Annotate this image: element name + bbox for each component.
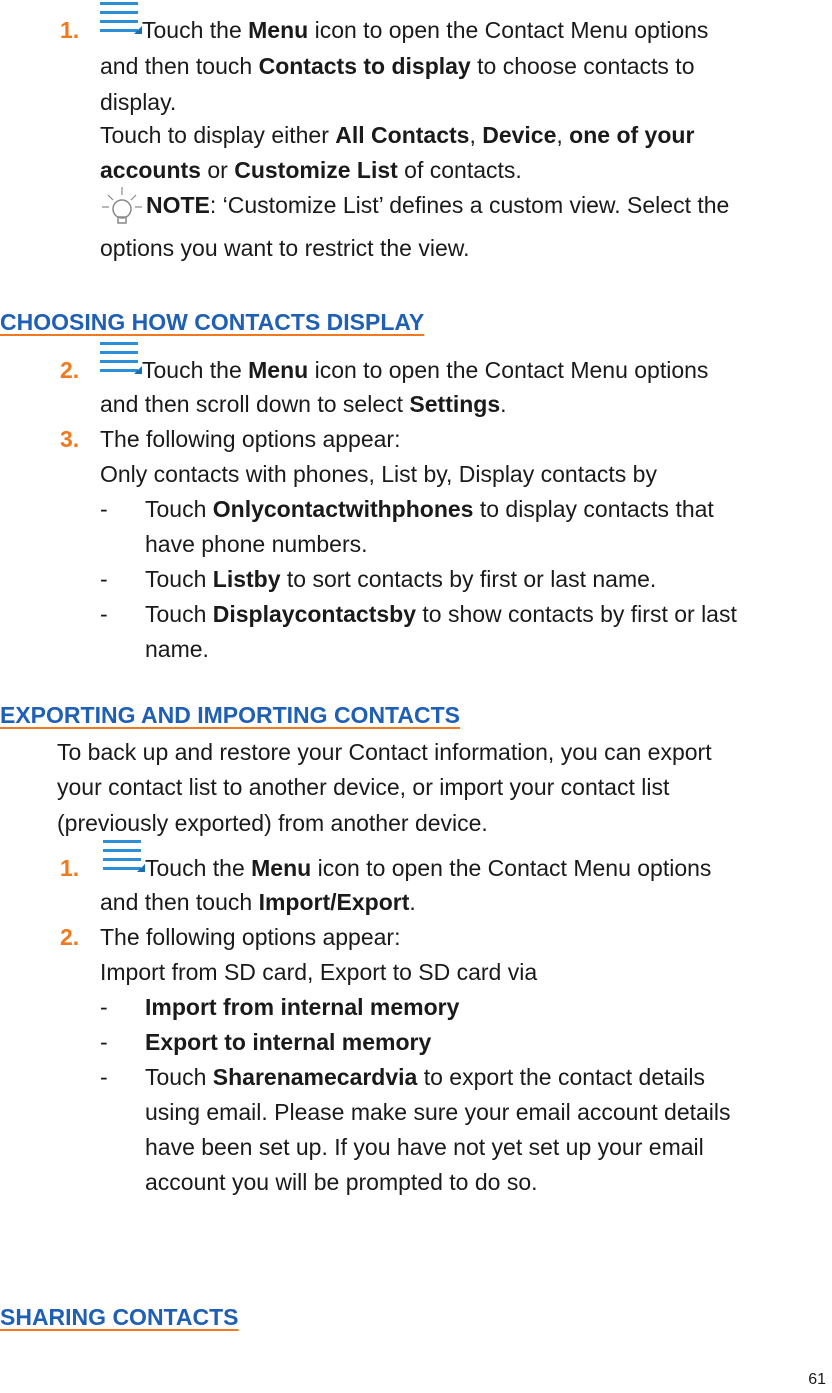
note-label: NOTE [146,192,210,219]
bold-text: Onlycontactwithphones [212,496,474,522]
bullet-dash: - [100,994,108,1020]
page-number: 61 [808,1371,826,1388]
bold-text: Listby [212,566,281,592]
text-line: The following options appear: [100,924,401,950]
bold-text: Contacts to display [258,53,471,79]
text-line: Import from SD card, Export to SD card via [100,959,538,985]
text-line [100,152,522,188]
bullet-dash: - [100,601,108,627]
bold-text: accounts [100,157,201,183]
text: Touch [145,566,213,592]
bold-text: Device [482,122,557,148]
text: and then touch [100,53,259,79]
bold-text: Import/Export [258,889,410,915]
bold-text: Menu [251,855,312,881]
bullet-item [145,561,656,597]
text: Touch [145,1064,213,1090]
step-line [103,838,712,881]
bullet-item [145,491,714,527]
bold-text: Sharenamecardvia [212,1064,418,1090]
text: of contacts. [397,157,522,183]
text: Touch [145,496,213,522]
bold-text: Import from internal memory [145,994,460,1020]
text-line: display. [100,89,177,115]
step-number: 3. [60,426,80,452]
text: Touch the [142,357,249,383]
text: to sort contacts by first or last name. [280,566,657,592]
bold-text: Customize List [234,157,398,183]
text-line: have been set up. If you have not yet set up your email [145,1134,704,1160]
step-number: 2. [60,357,80,383]
text: Touch the [142,17,249,43]
paragraph-line: (previously exported) from another device. [57,810,488,836]
bold-text: Settings [409,391,501,417]
menu-icon [103,838,145,874]
section-heading: SHARING CONTACTS [0,1304,239,1330]
text: , [469,122,483,148]
step-number: 1. [60,855,80,881]
bullet-dash: - [100,1029,108,1055]
text: and then scroll down to select [100,391,410,417]
text: Touch to display either [100,122,336,148]
text-line: name. [145,636,209,662]
bullet-dash: - [100,566,108,592]
text: to choose contacts to [470,53,695,79]
bullet-dash: - [100,1064,108,1090]
text: Touch [145,601,213,627]
bold-text: Displaycontactsby [212,601,417,627]
text-line: Only contacts with phones, List by, Display contacts by [100,461,657,487]
note-line [100,185,729,229]
text: icon to open the Contact Menu options [308,17,709,43]
text-line [100,884,416,920]
bullet-item [145,596,737,632]
text-line: using email. Please make sure your email account details [145,1099,731,1125]
text: : ‘Customize List’ defines a custom view. Select the [209,192,730,219]
text: icon to open the Contact Menu options [308,357,709,383]
section-heading: EXPORTING AND IMPORTING CONTACTS [0,702,460,728]
bullet-item [145,1024,431,1060]
text-line: have phone numbers. [145,531,368,557]
section-heading: CHOOSING HOW CONTACTS DISPLAY [0,309,425,335]
menu-icon [100,0,142,36]
text-line [100,48,694,84]
bullet-item [145,1059,705,1095]
text: or [200,157,235,183]
bold-text: All Contacts [335,122,470,148]
text-line: account you will be prompted to do so. [145,1169,538,1195]
step-number: 1. [60,17,80,43]
text-line: The following options appear: [100,426,401,452]
paragraph-line: your contact list to another device, or import your contact list [57,774,670,800]
menu-icon [100,340,142,376]
text-line [100,117,694,153]
text-line: options you want to restrict the view. [100,235,470,261]
step-number: 2. [60,924,80,950]
text: , [556,122,570,148]
step-line [100,340,709,383]
paragraph-line: To back up and restore your Contact information, you can export [57,739,712,765]
text: . [500,391,507,417]
lightbulb-icon [100,185,146,229]
text: to export the contact details [417,1064,706,1090]
bold-text: Menu [248,357,309,383]
text: and then touch [100,889,259,915]
text: to display contacts that [473,496,714,522]
text: to show contacts by first or last [416,601,737,627]
bold-text: one of your [569,122,695,148]
step-line [100,0,709,43]
text: Touch the [145,855,252,881]
text: . [409,889,416,915]
bold-text: Export to internal memory [145,1029,432,1055]
bullet-item [145,989,459,1025]
bullet-dash: - [100,496,108,522]
text-line [100,386,507,422]
bold-text: Menu [248,17,309,43]
text: icon to open the Contact Menu options [311,855,712,881]
